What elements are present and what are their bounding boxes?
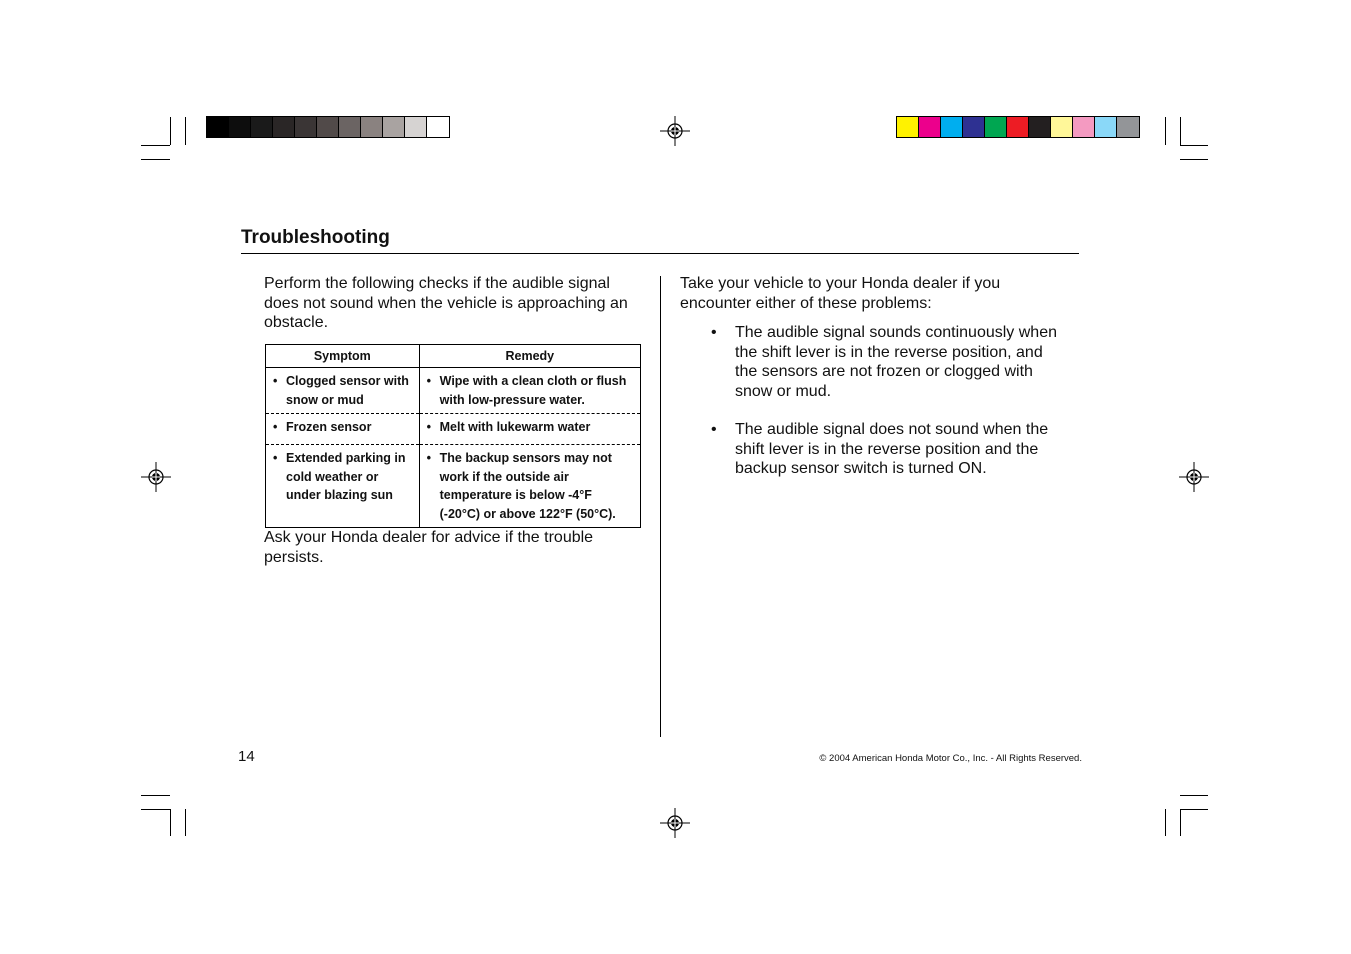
list-item: • The audible signal sounds continuously when the shift lever is in the reverse position, and the sensors are not frozen or clogged with snow or mud. xyxy=(711,323,1061,401)
remedy-cell: • Wipe with a clean cloth or flush with low-pressure water. xyxy=(419,368,640,414)
page-title: Troubleshooting xyxy=(241,227,390,248)
color-swatch xyxy=(897,117,919,137)
color-swatch xyxy=(919,117,941,137)
problem-list xyxy=(711,323,1061,498)
right-intro-text: Take your vehicle to your Honda dealer if you encounter either of these problems: xyxy=(680,275,1001,312)
symptom-cell: • Extended parking in cold weather or under blazing sun xyxy=(266,445,420,528)
registration-mark-icon xyxy=(1179,462,1209,492)
registration-mark-icon xyxy=(660,808,690,838)
remedy-cell: • Melt with lukewarm water xyxy=(419,414,640,445)
color-swatch xyxy=(339,117,361,137)
color-swatch xyxy=(963,117,985,137)
symptom-text: Frozen sensor xyxy=(286,420,372,434)
table-row xyxy=(266,445,641,528)
registration-mark-icon xyxy=(660,116,690,146)
color-swatch xyxy=(1007,117,1029,137)
color-swatch xyxy=(229,117,251,137)
color-swatch xyxy=(985,117,1007,137)
color-swatch xyxy=(1073,117,1095,137)
color-swatch xyxy=(1117,117,1139,137)
color-swatch xyxy=(1051,117,1073,137)
color-swatch xyxy=(207,117,229,137)
remedy-cell: • The backup sensors may not work if the outside air temperature is below -4°F (-20°C) or above 122°F (50°C). xyxy=(419,445,640,528)
remedy-text: The backup sensors may not work if the outside air temperature is below -4°F (-20°C) or above 122°F (50°C). xyxy=(439,451,616,521)
left-outro-text: Ask your Honda dealer for advice if the trouble persists. xyxy=(264,529,594,566)
list-item-text: The audible signal sounds continuously when the shift lever is in the reverse position, and the sensors are not frozen or clogged with snow or mud. xyxy=(735,324,1057,400)
color-swatch xyxy=(273,117,295,137)
symptom-cell: • Frozen sensor xyxy=(266,414,420,445)
column-divider xyxy=(660,276,661,737)
symptom-text: Clogged sensor with snow or mud xyxy=(286,374,409,407)
color-swatch xyxy=(295,117,317,137)
remedy-text: Melt with lukewarm water xyxy=(439,420,591,434)
color-swatch xyxy=(405,117,427,137)
color-swatch xyxy=(427,117,449,137)
symptom-cell: • Clogged sensor with snow or mud xyxy=(266,368,420,414)
color-swatch xyxy=(383,117,405,137)
color-swatch xyxy=(317,117,339,137)
color-swatch xyxy=(1029,117,1051,137)
table-row xyxy=(266,368,641,414)
color-swatch xyxy=(251,117,273,137)
color-swatch xyxy=(361,117,383,137)
copyright-text: © 2004 American Honda Motor Co., Inc. - All Rights Reserved. xyxy=(819,753,1082,764)
remedy-text: Wipe with a clean cloth or flush with low-pressure water. xyxy=(439,374,627,407)
registration-mark-icon xyxy=(141,462,171,492)
color-swatch xyxy=(941,117,963,137)
troubleshooting-table xyxy=(265,344,641,528)
symptom-text: Extended parking in cold weather or under blazing sun xyxy=(286,451,406,502)
left-intro-text: Perform the following checks if the audible signal does not sound when the vehicle is approaching an obstacle. xyxy=(264,275,628,331)
table-row xyxy=(266,414,641,445)
color-bar xyxy=(896,116,1140,138)
table-header-symptom: Symptom xyxy=(266,345,420,368)
list-item-text: The audible signal does not sound when the shift lever is in the reverse position and the backup sensor switch is turned ON. xyxy=(735,421,1049,477)
table-header-remedy: Remedy xyxy=(419,345,640,368)
grayscale-bar xyxy=(206,116,450,138)
page-number: 14 xyxy=(238,748,255,765)
color-swatch xyxy=(1095,117,1117,137)
title-rule xyxy=(241,253,1079,254)
list-item: • The audible signal does not sound when the shift lever is in the reverse position and the backup sensor switch is turned ON. xyxy=(711,420,1061,479)
